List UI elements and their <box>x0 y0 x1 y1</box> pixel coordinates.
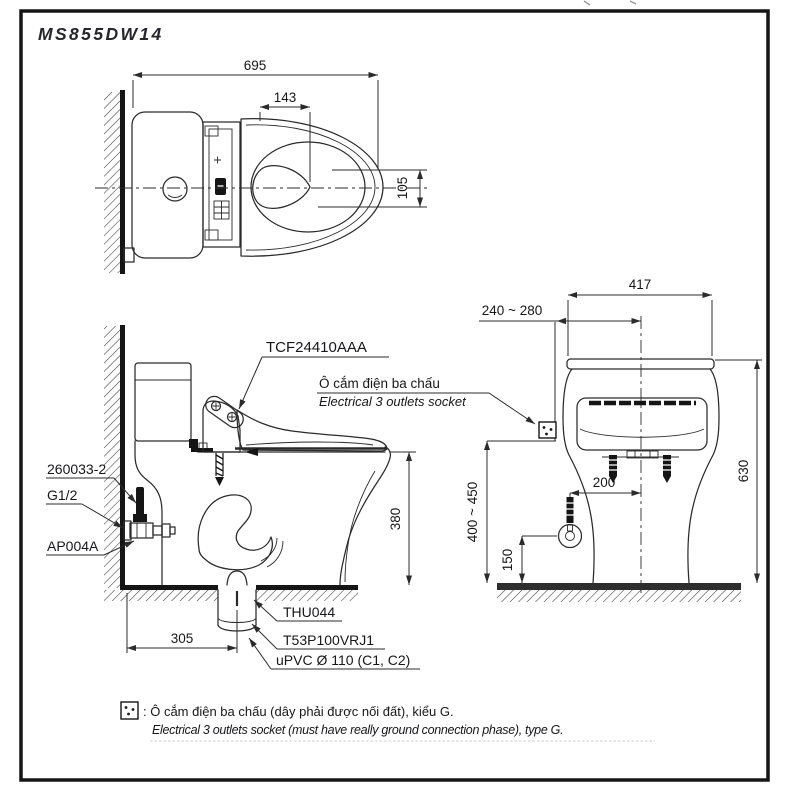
floor-line <box>120 585 218 590</box>
tank <box>135 363 191 441</box>
dim-150 <box>500 536 557 583</box>
svg-text:uPVC Ø 110 (C1, C2): uPVC Ø 110 (C1, C2) <box>276 652 411 668</box>
floor-hatch <box>497 590 741 602</box>
tank-lid <box>567 359 714 369</box>
wall-line <box>120 90 125 274</box>
socket-symbol-icon <box>539 422 556 438</box>
floor-hatch <box>256 590 358 601</box>
dim-630 <box>715 360 762 583</box>
supply-hose <box>136 487 144 516</box>
svg-text:380: 380 <box>388 507 403 531</box>
floor-hatch <box>104 590 218 601</box>
toilet-plan-outline <box>132 112 383 258</box>
label-drain-joint <box>252 624 385 649</box>
dim-695 <box>133 58 378 168</box>
svg-text:200: 200 <box>592 475 616 490</box>
svg-text:695: 695 <box>243 58 267 73</box>
lid-outline <box>241 119 383 257</box>
rear-view <box>465 277 762 602</box>
seat-lid <box>237 410 387 451</box>
svg-text:150: 150 <box>500 548 515 572</box>
supply-bolt-rear <box>559 497 582 548</box>
footnote-line-en: Electrical 3 outlets socket (must have really ground connection phase), type G. <box>152 723 564 737</box>
footnote <box>121 702 563 737</box>
label-socket-callout <box>317 376 535 424</box>
plus-mark <box>214 157 221 164</box>
dim-417 <box>568 277 712 356</box>
svg-text:305: 305 <box>170 631 194 646</box>
trap-outlet-arc <box>227 571 247 585</box>
svg-text:240 ~ 280: 240 ~ 280 <box>481 303 543 318</box>
svg-text:630: 630 <box>736 459 751 483</box>
svg-text:G1/2: G1/2 <box>47 487 78 503</box>
stop-valve-assembly <box>124 487 175 540</box>
wall-line <box>120 325 125 590</box>
dim-240-280 <box>479 303 641 324</box>
side-view <box>46 325 535 669</box>
svg-text:AP004A: AP004A <box>47 538 99 554</box>
water-surface <box>253 166 310 209</box>
svg-text:400 ~ 450: 400 ~ 450 <box>465 481 480 543</box>
svg-text:417: 417 <box>628 277 652 292</box>
bowl-opening <box>251 142 365 232</box>
water-inlet-stud <box>215 453 224 486</box>
svg-text:THU044: THU044 <box>283 604 336 620</box>
svg-text:260033-2: 260033-2 <box>47 461 107 477</box>
model-title: MS855DW14 <box>38 24 164 44</box>
svg-text:105: 105 <box>395 176 410 200</box>
trapway <box>198 495 272 570</box>
dim-305 <box>127 593 237 653</box>
footnote-line-vi: : Ô cắm điện ba chấu (dây phải được nối đất), kiểu G. <box>143 704 454 719</box>
svg-text:Electrical 3 outlets socket: Electrical 3 outlets socket <box>319 394 466 409</box>
label-floor-flange <box>254 600 342 621</box>
wall-hatch <box>104 92 121 273</box>
dim-380 <box>388 452 416 585</box>
socket-symbol-icon <box>121 702 138 719</box>
svg-text:Ô cắm điện ba chấu: Ô cắm điện ba chấu <box>319 376 440 391</box>
svg-text:TCF24410AAA: TCF24410AAA <box>266 339 367 356</box>
svg-text:143: 143 <box>273 90 297 105</box>
top-view <box>95 58 429 274</box>
washlet-rear-panel <box>577 398 707 450</box>
floor-line <box>256 585 358 590</box>
valve-body <box>130 523 153 538</box>
floor-line <box>497 583 741 590</box>
cropped-text-fragment <box>584 1 636 5</box>
svg-text:T53P100VRJ1: T53P100VRJ1 <box>283 632 375 648</box>
dim-143 <box>260 90 310 182</box>
mounting-bolt <box>663 455 671 483</box>
